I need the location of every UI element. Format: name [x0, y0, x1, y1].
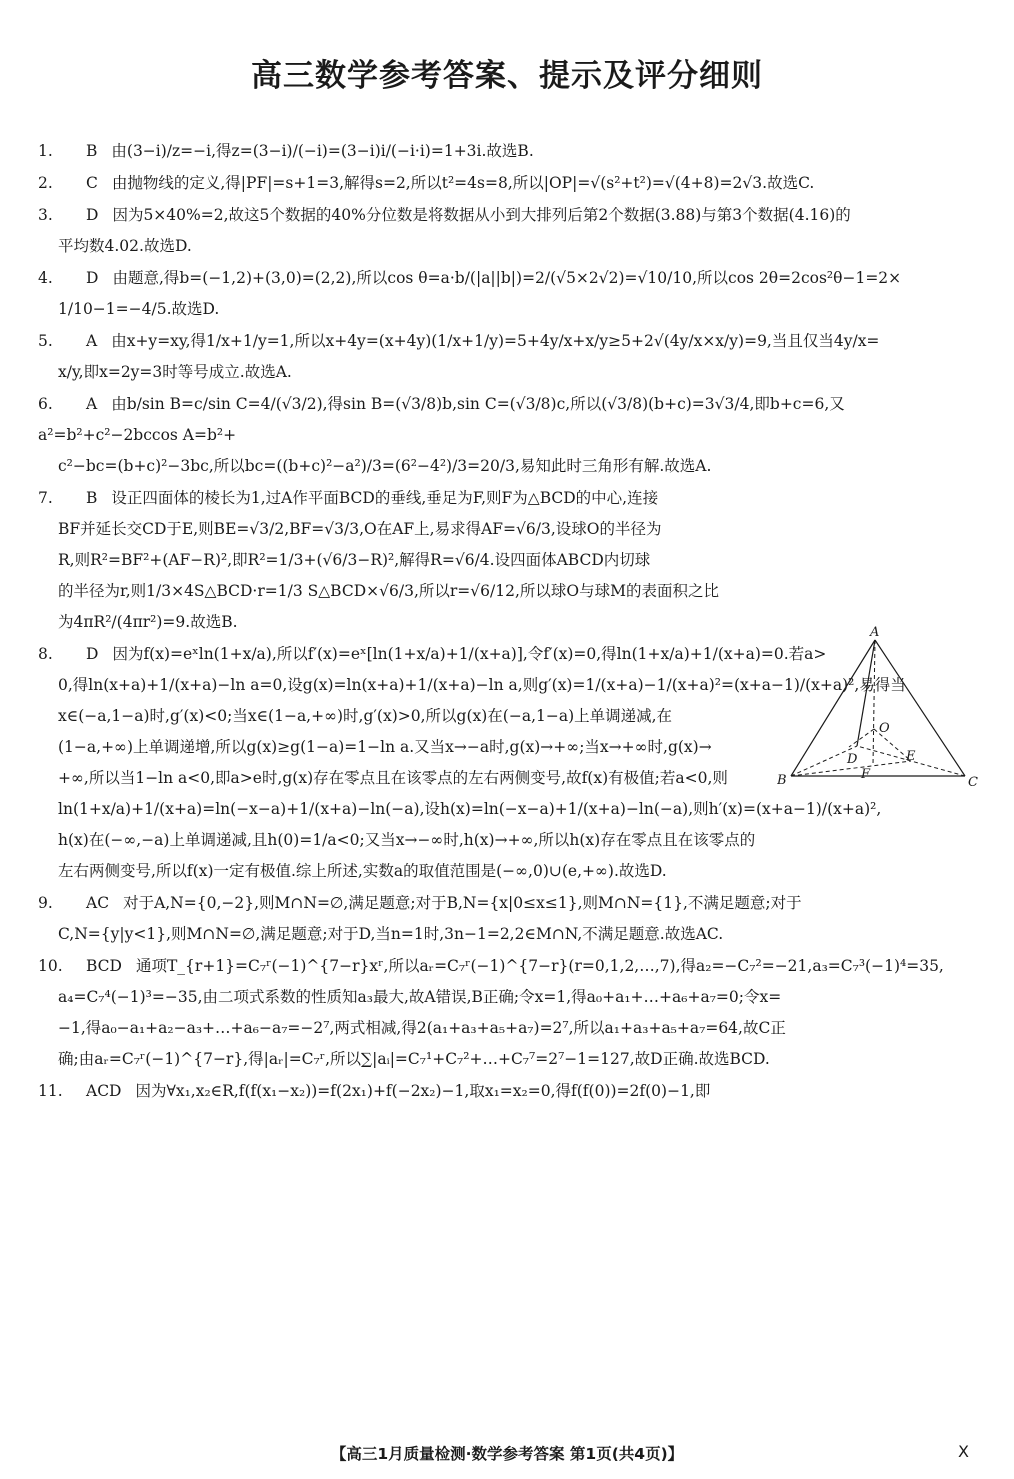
explanation-line: 平均数4.02.故选D. [58, 237, 192, 255]
answer-choice: C [86, 174, 98, 192]
answer-item-7 [38, 483, 778, 638]
explanation-line: (1−a,+∞)上单调递增,所以g(x)≥g(1−a)=1−ln a.又当x→−a时,g(x)→+∞;当x→+∞时,g(x)→ [58, 738, 712, 756]
explanation-line: x/y,即x=2y=3时等号成立.故选A. [58, 363, 292, 381]
answer-item-1 [38, 136, 978, 167]
label-d: D [847, 752, 858, 767]
page-footer: 【高三1月质量检测·数学参考答案 第1页(共4页)】 [330, 1445, 684, 1463]
explanation-line: 的半径为r,则1/3×4S△BCD·r=1/3 S△BCD×√6/3,所以r=√6/12,所以球O与球M的表面积之比 [58, 582, 719, 600]
explanation-line: 1/10−1=−4/5.故选D. [58, 300, 220, 318]
segment-od [849, 729, 874, 747]
answer-item-4 [38, 263, 978, 325]
question-number: 6. [38, 395, 53, 413]
explanation-line: +∞,所以当1−ln a<0,即a>e时,g(x)存在零点且在该零点的左右两侧变号,故f(x)有极值;若a<0,则 [58, 769, 728, 787]
explanation-line: ln(1+x/a)+1/(x+a)=ln(−x−a)+1/(x+a)−ln(−a),设h(x)=ln(−x−a)+1/(x+a)−ln(−a),则h′(x)=(x+a−1)/(x+a)², [58, 800, 882, 818]
answer-item-10 [38, 951, 978, 1075]
question-number: 1. [38, 142, 53, 160]
explanation-line: 设正四面体的棱长为1,过A作平面BCD的垂线,垂足为F,则F为△BCD的中心,连接 [111, 489, 659, 507]
corner-mark: X [958, 1442, 969, 1461]
answer-item-11 [38, 1076, 978, 1107]
label-a: A [870, 625, 880, 640]
edge-ac [875, 640, 965, 776]
edge-ab [791, 640, 875, 776]
answer-choice: D [86, 206, 99, 224]
explanation-line: h(x)在(−∞,−a)上单调递减,且h(0)=1/a<0;又当x→−∞时,h(x)→+∞,所以h(x)存在零点且在该零点的 [58, 831, 756, 849]
question-number: 2. [38, 174, 53, 192]
explanation-line: 因为5×40%=2,故这5个数据的40%分位数是将数据从小到大排列后第2个数据(3.88)与第3个数据(4.16)的 [112, 206, 851, 224]
explanation-line: 由b/sin B=c/sin C=4/(√3/2),得sin B=(√3/8)b,sin C=(√3/8)c,所以(√3/8)(b+c)=3√3/4,即b+c=6,又a²=b²+c²−2bccos A=b²+ [38, 395, 845, 444]
explanation-line: 因为∀x₁,x₂∈R,f(f(x₁−x₂))=f(2x₁)+f(−2x₂)−1,取x₁=x₂=0,得f(f(0))=2f(0)−1,即 [135, 1082, 711, 1100]
explanation-line: C,N={y|y<1},则M∩N=∅,满足题意;对于D,当n=1时,3n−1=2,2∈M∩N,不满足题意.故选AC. [58, 925, 724, 943]
explanation-line: x∈(−a,1−a)时,g′(x)<0;当x∈(1−a,+∞)时,g′(x)>0,所以g(x)在(−a,1−a)上单调递减,在 [58, 707, 673, 725]
answer-item-3 [38, 200, 978, 262]
explanation-line: 通项T_{r+1}=C₇ʳ(−1)^{7−r}xʳ,所以aᵣ=C₇ʳ(−1)^{7−r}(r=0,1,2,…,7),得a₂=−C₇²=−21,a₃=C₇³(−1)⁴=35, [135, 957, 944, 975]
answer-choice: BCD [86, 957, 122, 975]
answer-item-6 [38, 389, 978, 482]
label-f: F [861, 767, 871, 782]
question-number: 9. [38, 894, 53, 912]
label-b: B [777, 773, 787, 788]
explanation-line: 由x+y=xy,得1/x+1/y=1,所以x+4y=(x+4y)(1/x+1/y)=5+4y/x+x/y≥5+2√(4y/x×x/y)=9,当且仅当4y/x= [111, 332, 880, 350]
label-e: E [906, 749, 916, 764]
explanation-line: BF并延长交CD于E,则BE=√3/2,BF=√3/3,O在AF上,易求得AF=√6/3,设球O的半径为 [58, 520, 662, 538]
question-number: 5. [38, 332, 53, 350]
explanation-line: 0,得ln(x+a)+1/(x+a)−ln a=0,设g(x)=ln(x+a)+1/(x+a)−ln a,则g′(x)=1/(x+a)−1/(x+a)²=(x+a−1)/(x+a)²,易得当 [58, 676, 906, 694]
page-title: 高三数学参考答案、提示及评分细则 [251, 58, 763, 94]
answer-choice: AC [86, 894, 110, 912]
explanation-line: 确;由aᵣ=C₇ʳ(−1)^{7−r},得|aᵣ|=C₇ʳ,所以∑|aᵢ|=C₇¹+C₇²+…+C₇⁷=2⁷−1=127,故D正确.故选BCD. [58, 1050, 770, 1068]
explanation-line: 由题意,得b=(−1,2)+(3,0)=(2,2),所以cos θ=a·b/(|a||b|)=2/(√5×2√2)=√10/10,所以cos 2θ=2cos²θ−1=2× [112, 269, 902, 287]
question-number: 3. [38, 206, 53, 224]
answer-choice: B [86, 489, 98, 507]
question-number: 8. [38, 645, 53, 663]
answer-choice: B [86, 142, 98, 160]
tetrahedron-figure [777, 622, 982, 800]
question-number: 4. [38, 269, 53, 287]
label-c: C [968, 775, 978, 790]
answer-item-5 [38, 326, 978, 388]
explanation-line: 左右两侧变号,所以f(x)一定有极值.综上所述,实数a的取值范围是(−∞,0)∪(e,+∞).故选D. [58, 862, 667, 880]
explanation-line: c²−bc=(b+c)²−3bc,所以bc=((b+c)²−a²)/3=(6²−4²)/3=20/3,易知此时三角形有解.故选A. [58, 457, 712, 475]
answer-item-9 [38, 888, 978, 950]
answer-choice: ACD [86, 1082, 122, 1100]
explanation-line: 由抛物线的定义,得|PF|=s+1=3,解得s=2,所以t²=4s=8,所以|OP|=√(s²+t²)=√(4+8)=2√3.故选C. [111, 174, 815, 192]
question-number: 11. [38, 1082, 63, 1100]
explanation-line: 由(3−i)/z=−i,得z=(3−i)/(−i)=(3−i)i/(−i·i)=1+3i.故选B. [111, 142, 534, 160]
label-o: O [879, 721, 890, 736]
explanation-line: 为4πR²/(4πr²)=9.故选B. [58, 613, 238, 631]
explanation-line: 对于A,N={0,−2},则M∩N=∅,满足题意;对于B,N={x|0≤x≤1},则M∩N={1},不满足题意;对于 [123, 894, 802, 912]
question-number: 7. [38, 489, 53, 507]
question-number: 10. [38, 957, 63, 975]
explanation-line: −1,得a₀−a₁+a₂−a₃+…+a₆−a₇=−2⁷,两式相减,得2(a₁+a₃+a₅+a₇)=2⁷,所以a₁+a₃+a₅+a₇=64,故C正 [58, 1019, 786, 1037]
explanation-line: 因为f(x)=eˣln(1+x/a),所以f′(x)=eˣ[ln(1+x/a)+1/(x+a)],令f′(x)=0,得ln(1+x/a)+1/(x+a)=0.若a> [112, 645, 827, 663]
segment-af [873, 640, 875, 765]
answer-item-2 [38, 168, 978, 199]
answer-choice: D [86, 269, 99, 287]
answer-choice: A [86, 395, 98, 413]
explanation-line: R,则R²=BF²+(AF−R)²,即R²=1/3+(√6/3−R)²,解得R=√6/4.设四面体ABCD内切球 [58, 551, 651, 569]
answer-choice: A [86, 332, 98, 350]
answer-choice: D [86, 645, 99, 663]
explanation-line: a₄=C₇⁴(−1)³=−35,由二项式系数的性质知a₃最大,故A错误,B正确;令x=1,得a₀+a₁+…+a₆+a₇=0;令x= [58, 988, 782, 1006]
